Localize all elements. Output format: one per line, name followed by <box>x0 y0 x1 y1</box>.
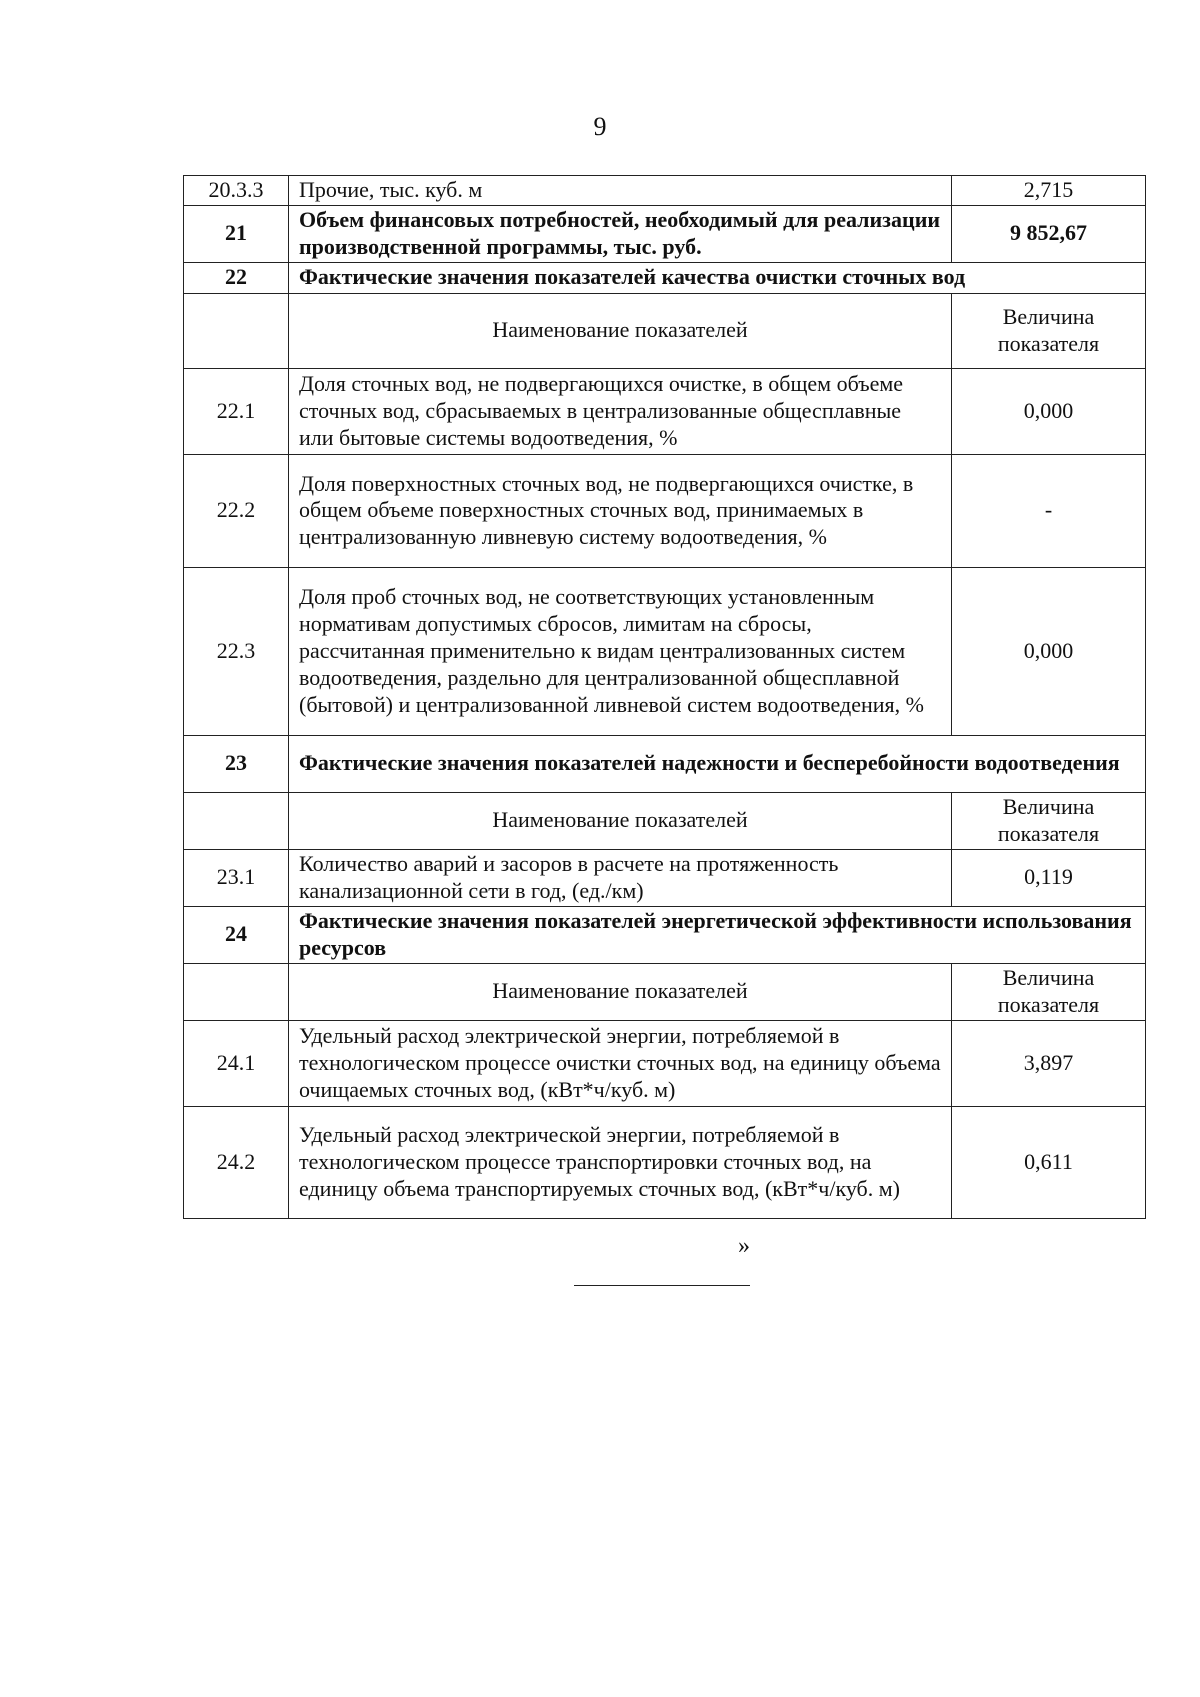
section-row <box>184 906 1146 963</box>
table-row <box>184 1020 1146 1106</box>
table-row <box>184 205 1146 262</box>
table-row <box>184 368 1146 454</box>
row-name: Удельный расход электрической энергии, потребляемой в технологическом процессе очистки сточных вод, на единицу объема очищаемых сточных вод, (кВт*ч/куб. м) <box>289 1020 952 1106</box>
section-row <box>184 262 1146 293</box>
row-name: Доля поверхностных сточных вод, не подвергающихся очистке, в общем объеме поверхностных сточных вод, принимаемых в централизованную ливневую систему водоотведения, % <box>289 454 952 567</box>
name-column-header: Наименование показателей <box>289 792 952 849</box>
row-number: 22.1 <box>184 368 289 454</box>
section-title: Фактические значения показателей качества очистки сточных вод <box>289 262 1146 293</box>
row-number: 24.2 <box>184 1106 289 1218</box>
page-number: 9 <box>593 112 607 141</box>
row-value: 3,897 <box>952 1020 1146 1106</box>
table-row <box>184 849 1146 906</box>
name-column-header: Наименование показателей <box>289 963 952 1020</box>
section-number: 22 <box>184 262 289 293</box>
row-number: 22.3 <box>184 567 289 735</box>
value-column-header: Величина показателя <box>952 792 1146 849</box>
row-name: Объем финансовых потребностей, необходимый для реализации производственной программы, тыс. руб. <box>289 205 952 262</box>
value-column-header: Величина показателя <box>952 293 1146 368</box>
table-row <box>184 454 1146 567</box>
row-value: 9 852,67 <box>952 205 1146 262</box>
row-value: 0,000 <box>952 567 1146 735</box>
section-number: 24 <box>184 906 289 963</box>
empty-cell <box>184 293 289 368</box>
row-value: 2,715 <box>952 176 1146 206</box>
row-number: 22.2 <box>184 454 289 567</box>
closing-quote-mark: » <box>738 1233 750 1259</box>
section-number: 23 <box>184 735 289 792</box>
indicators-table <box>183 175 1146 1219</box>
row-value: 0,000 <box>952 368 1146 454</box>
row-name: Доля сточных вод, не подвергающихся очистке, в общем объеме сточных вод, сбрасываемых в централизованные общесплавные или бытовые системы водоотведения, % <box>289 368 952 454</box>
row-number: 24.1 <box>184 1020 289 1106</box>
section-title: Фактические значения показателей энергетической эффективности использования ресурсов <box>289 906 1146 963</box>
empty-cell <box>184 963 289 1020</box>
row-number: 21 <box>184 205 289 262</box>
table-row <box>184 1106 1146 1218</box>
name-column-header: Наименование показателей <box>289 293 952 368</box>
value-column-header: Величина показателя <box>952 963 1146 1020</box>
end-divider <box>574 1285 750 1286</box>
row-value: 0,611 <box>952 1106 1146 1218</box>
row-number: 20.3.3 <box>184 176 289 206</box>
table-row <box>184 176 1146 206</box>
section-title: Фактические значения показателей надежности и бесперебойности водоотведения <box>289 735 1146 792</box>
column-header-row <box>184 293 1146 368</box>
column-header-row <box>184 792 1146 849</box>
row-value: - <box>952 454 1146 567</box>
column-header-row <box>184 963 1146 1020</box>
row-number: 23.1 <box>184 849 289 906</box>
row-name: Прочие, тыс. куб. м <box>289 176 952 206</box>
row-name: Удельный расход электрической энергии, потребляемой в технологическом процессе транспортировки сточных вод, на единицу объема транспортируемых сточных вод, (кВт*ч/куб. м) <box>289 1106 952 1218</box>
row-value: 0,119 <box>952 849 1146 906</box>
table-row <box>184 567 1146 735</box>
empty-cell <box>184 792 289 849</box>
row-name: Доля проб сточных вод, не соответствующих установленным нормативам допустимых сбросов, лимитам на сбросы, рассчитанная применительно к видам централизованных систем водоотведения, раздельно для централизованной общесплавной (бытовой) и централизованной ливневой систем водоотведения, % <box>289 567 952 735</box>
row-name: Количество аварий и засоров в расчете на протяженность канализационной сети в год, (ед./км) <box>289 849 952 906</box>
section-row <box>184 735 1146 792</box>
